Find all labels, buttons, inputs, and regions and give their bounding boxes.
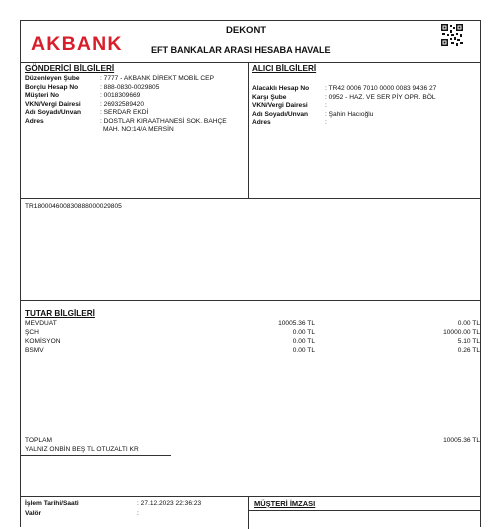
sender-name-label: Adı Soyadı/Unvan (25, 109, 82, 117)
bank-logo: AKBANK (31, 33, 123, 55)
divider (21, 455, 171, 456)
sender-address-label: Adres (25, 118, 44, 125)
sender-branch-value: : 7777 - AKBANK DİREKT MOBİL CEP (100, 75, 214, 82)
sender-heading: GÖNDERİCİ BİLGİLERİ (25, 64, 115, 73)
divider (249, 510, 480, 511)
receiver-branch-label: Karşı Şube (252, 93, 287, 101)
amount-row-value: 0.26 TL (457, 347, 480, 354)
receiver-account-value: : TR42 0006 7010 0000 0083 9436 27 (325, 85, 437, 92)
total-value: 10005.36 TL (443, 437, 480, 444)
amount-row-komisyon (25, 338, 480, 347)
amount-row-value: 0.00 TL (292, 347, 315, 354)
sender-tax-label: VKN/Vergi Dairesi (25, 100, 81, 108)
amount-row-value: 0.00 TL (292, 329, 315, 336)
transaction-info (21, 497, 249, 529)
amount-row-label: KOMİSYON (25, 338, 61, 345)
receipt-page (20, 20, 481, 527)
total-label: TOPLAM (25, 437, 52, 444)
receiver-address-label: Adres (252, 119, 271, 127)
sender-account-value: : 888-0830-0029805 (100, 83, 160, 91)
valor-value: : (137, 510, 139, 517)
receiver-address-value: : (325, 119, 327, 127)
amount-row-value: 0.00 TL (292, 338, 315, 345)
amount-row-value: 0.00 TL (457, 320, 480, 327)
receiver-heading: ALICI BİLGİLERİ (252, 64, 317, 73)
amount-row-value: 10005.36 TL (278, 320, 315, 327)
amount-row-value: 10000.00 TL (443, 329, 480, 336)
sender-tax-value: : 26932589420 (100, 100, 145, 108)
document-title: DEKONT (226, 25, 267, 36)
sender-name-value: : SERDAR EKDİ (100, 109, 149, 117)
receiver-account-label: Alacaklı Hesap No (252, 85, 310, 92)
sender-address-value-line2: MAH. NO:14/A MERSİN (103, 126, 174, 133)
amount-in-words: YALNIZ ONBİN BEŞ TL OTUZALTI KR (25, 446, 139, 453)
receiver-tax-value: : (325, 102, 327, 110)
amount-row-mevduat (25, 320, 480, 329)
footer-section (21, 496, 480, 529)
amount-section (21, 300, 480, 453)
receiver-name-value: : Şahin Hacıoğlu (325, 110, 374, 118)
total-row (25, 437, 480, 446)
sender-address-value: : DOSTLAR KIRAATHANESİ SOK. BAHÇE (100, 118, 227, 125)
transaction-date-value: : 27.12.2023 22:36:23 (137, 500, 202, 507)
customer-signature-heading: MÜŞTERİ İMZASI (254, 499, 316, 508)
sender-column (21, 62, 249, 198)
amount-row-bsmv (25, 347, 480, 356)
valor-label: Valör (25, 510, 42, 517)
party-info-section (21, 62, 480, 199)
receiver-tax-label: VKN/Vergi Dairesi (252, 102, 308, 110)
transaction-date-label: İşlem Tarihi/Saati (25, 500, 79, 507)
receiver-branch-value: : 0952 - HAZ. VE SER PİY OPR. BÖL (325, 93, 436, 101)
sender-customer-no-value: : 0018309669 (100, 92, 141, 100)
amount-heading: TUTAR BİLGİLERİ (25, 309, 95, 318)
receipt-header (21, 21, 480, 63)
receiver-name-label: Adı Soyadı/Unvan (252, 110, 309, 118)
sender-account-label: Borçlu Hesap No (25, 83, 79, 91)
amount-row-label: MEVDUAT (25, 320, 57, 327)
amount-row-value: 5.10 TL (457, 338, 480, 345)
sender-customer-no-label: Müşteri No (25, 92, 60, 100)
amount-row-sch (25, 329, 480, 338)
qr-code-icon (441, 24, 463, 46)
amount-row-label: BSMV (25, 347, 44, 354)
sender-branch-label: Düzenleyen Şube (25, 75, 80, 82)
reference-section (21, 198, 480, 301)
reference-number: TR180004600830888000029805 (25, 203, 122, 210)
document-subtitle: EFT BANKALAR ARASI HESABA HAVALE (151, 45, 331, 55)
receiver-column (249, 62, 480, 198)
amount-row-label: ŞCH (25, 329, 39, 336)
